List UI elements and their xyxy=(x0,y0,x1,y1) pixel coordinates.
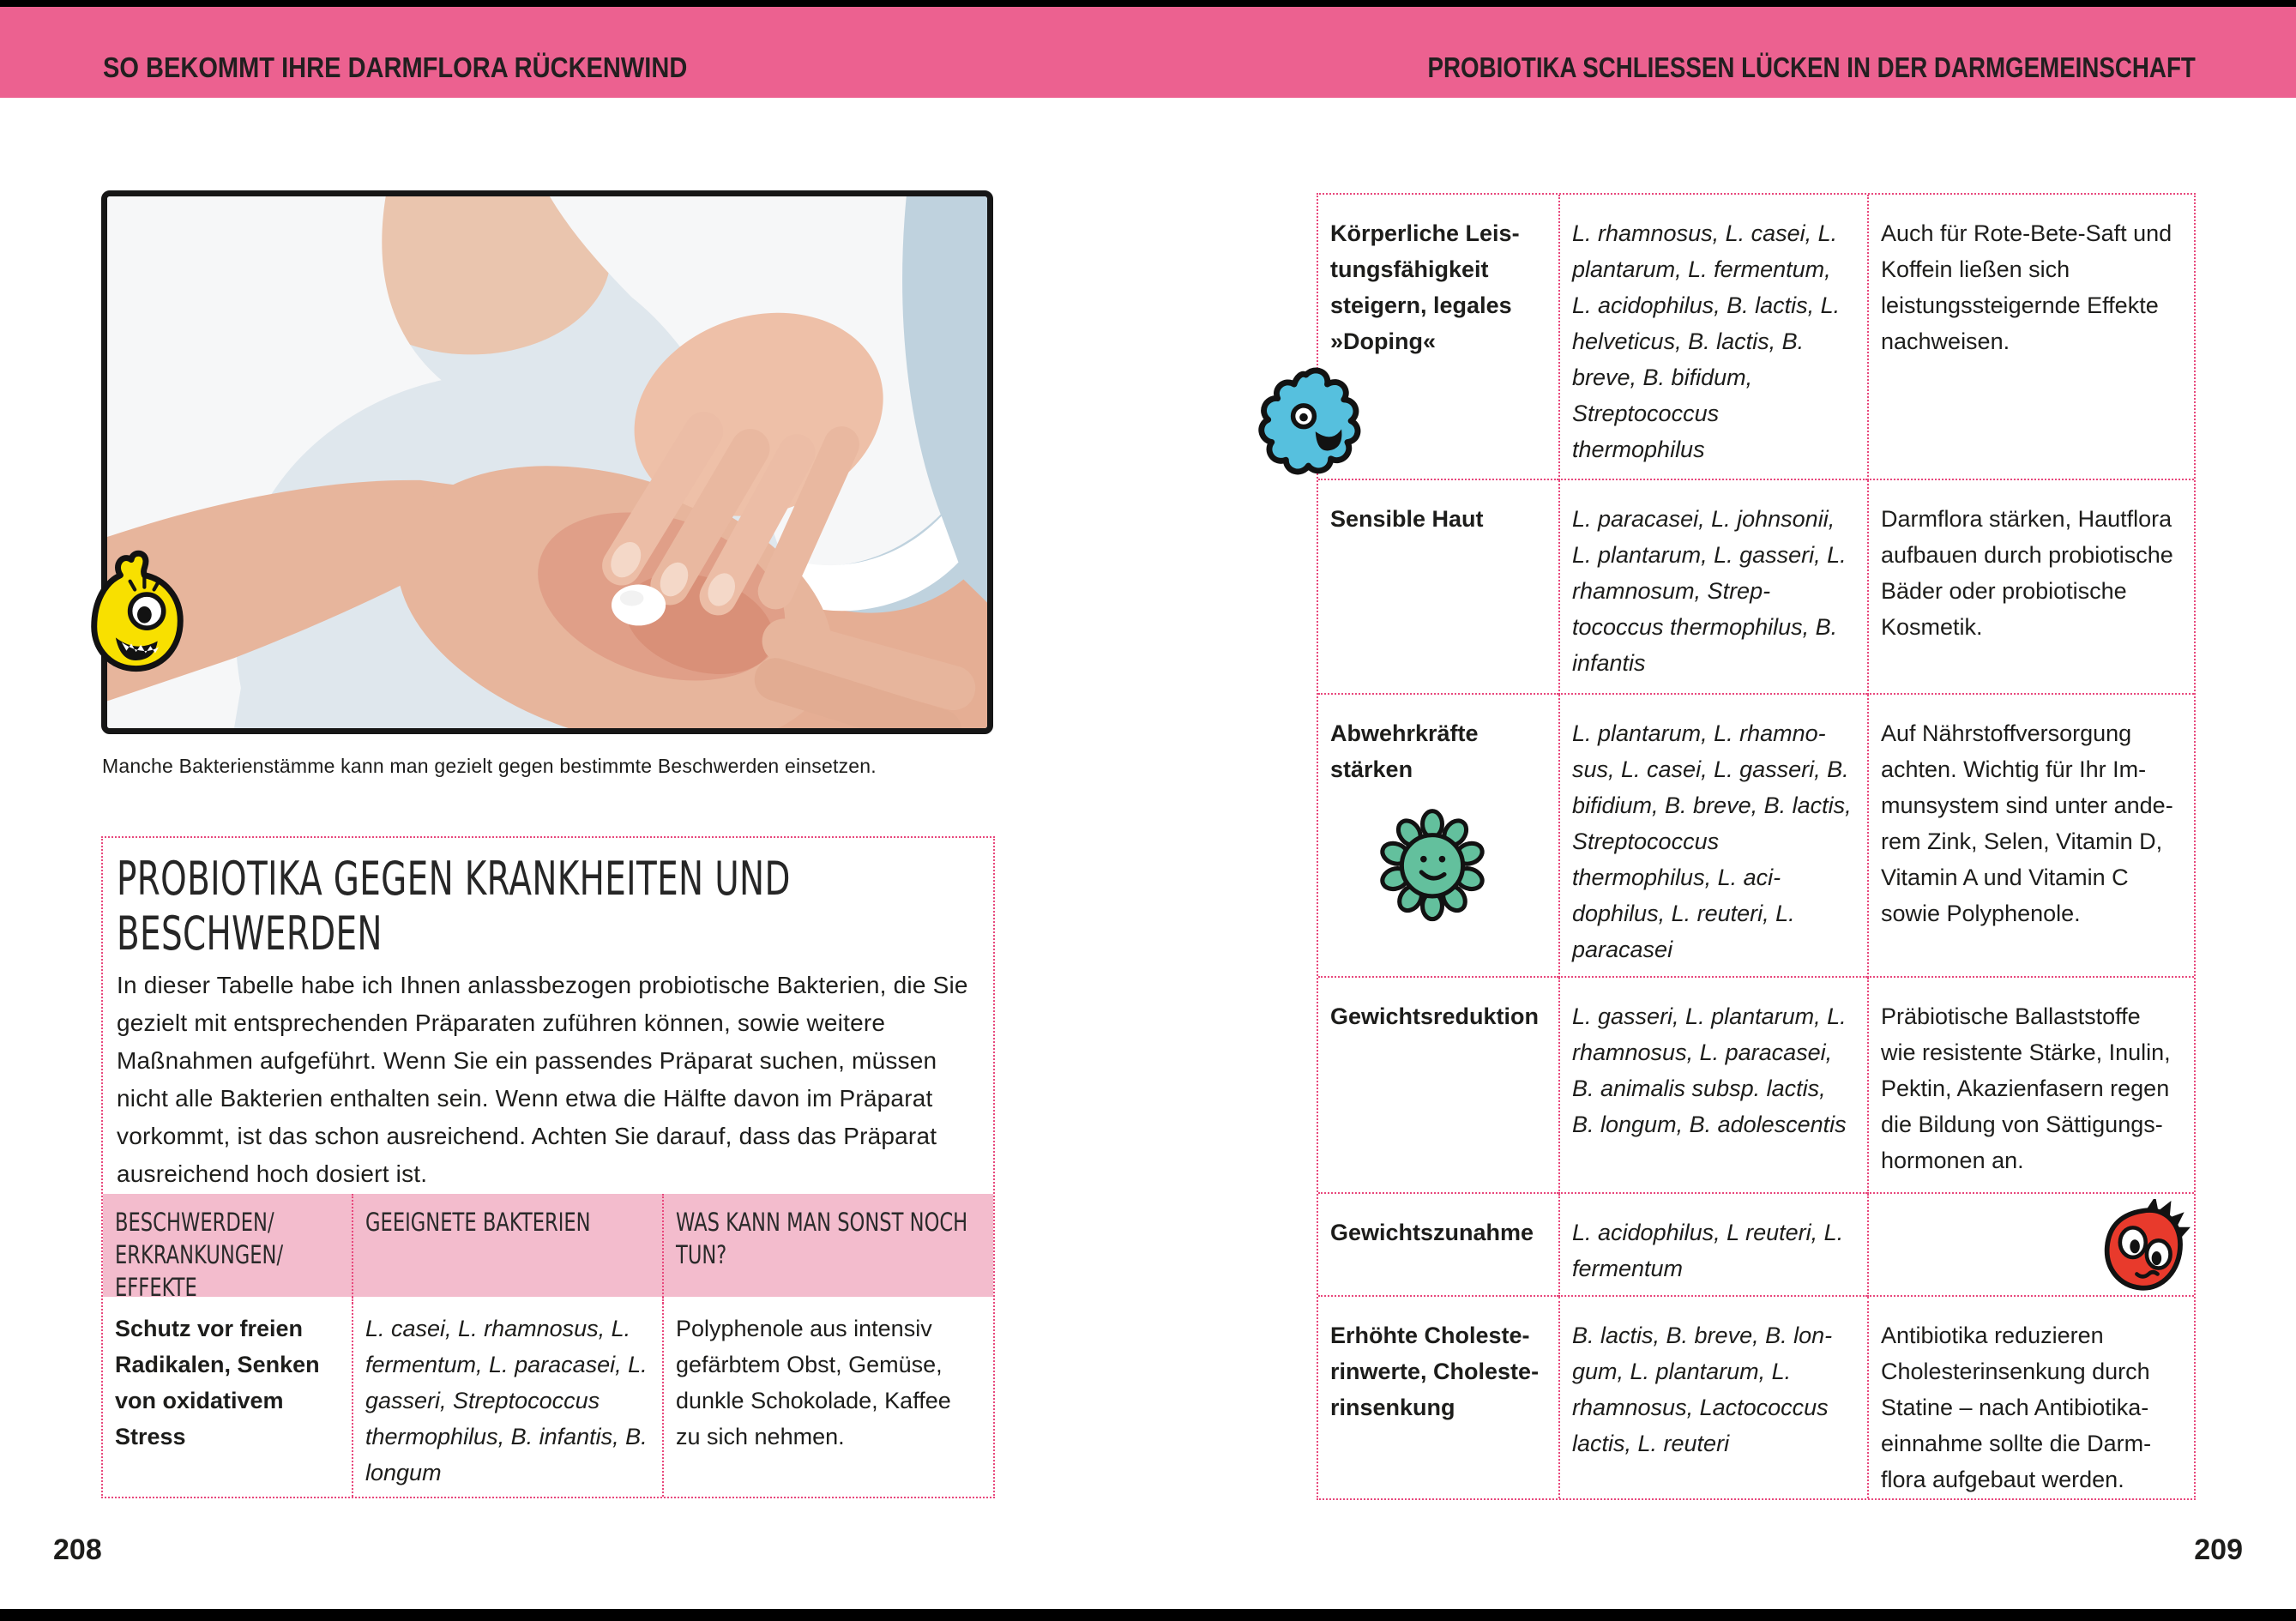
left-table-header-action: WAS KANN MAN SONST NOCH TUN? xyxy=(662,1194,993,1304)
running-head-right: PROBIOTIKA SCHLIESSEN LÜCKEN IN DER DARMGEMEINSCHAFT xyxy=(1427,51,2196,83)
cell-bacteria: L. acidophilus, L reuteri, L. fermentum xyxy=(1558,1194,1867,1297)
cell-condition: Gewichtszunahme xyxy=(1318,1194,1558,1297)
page-number-right: 209 xyxy=(2194,1534,2243,1566)
cell-condition: Sensible Haut xyxy=(1318,480,1558,695)
cell-condition: Körperliche Leistungsfähigkeit steigern, legales »Doping« xyxy=(1318,195,1558,480)
cell-condition: Erhöhte Cholesterinwerte, Cholesterinsenkung xyxy=(1330,1323,1540,1420)
left-table-header-bacteria: GEEIGNETE BAKTERIEN xyxy=(352,1194,662,1304)
section-title: PROBIOTIKA GEGEN KRANKHEITEN UND BESCHWERDEN xyxy=(117,852,791,961)
yellow-microbe-icon xyxy=(77,549,197,688)
cell-bacteria: L. casei, L. rhamnosus, L. fermentum, L. paracasei, L. gasseri, Streptococcus thermophilus, B. infantis, B. longum xyxy=(352,1297,662,1497)
page-top-edge xyxy=(0,0,2296,7)
left-table xyxy=(103,1194,993,1497)
running-head-bar xyxy=(0,7,2296,98)
green-microbe-icon xyxy=(1377,804,1487,925)
cell-bacteria: L. plantarum, L. rhamnosus, L. casei, L. gasseri, B. bifidium, B. breve, B. lactis, Streptococcus thermophilus, L. acidophilus, L. reuteri, L. paracasei xyxy=(1558,695,1867,978)
cell-action: Auf Nährstoffversorgung achten. Wichtig für Ihr Immunsystem sind unter anderem Zink, Selen, Vitamin D, Vitamin A und Vitamin C sowie Polyphenole. xyxy=(1867,695,2194,978)
cell-condition: Gewichtsreduktion xyxy=(1318,978,1558,1194)
page-number-left: 208 xyxy=(53,1534,102,1566)
left-table-header-condition: BESCHWERDEN/ ERKRANKUNGEN/ EFFEKTE xyxy=(115,1208,284,1302)
left-table-header-row xyxy=(103,1194,993,1302)
table-row xyxy=(103,1297,993,1497)
photo-caption: Manche Bakterienstämme kann man gezielt gegen bestimmte Beschwerden einsetzen. xyxy=(102,755,877,777)
cell-action: Auch für Rote-Bete-Saft und Koffein ließen sich leistungssteigernde Effekte nachweisen. xyxy=(1867,195,2194,480)
running-head-left: SO BEKOMMT IHRE DARMFLORA RÜCKENWIND xyxy=(103,51,688,83)
cell-bacteria: B. lactis, B. breve, B. longum, L. plantarum, L. rhamnosus, Lactococcus lactis, L. reuteri xyxy=(1558,1297,1867,1498)
photo-hands-cream xyxy=(101,190,993,734)
cell-condition: Schutz vor freien Radikalen, Senken von oxidativem Stress xyxy=(115,1316,320,1449)
cell-bacteria: L. gasseri, L. plantarum, L. rhamnosus, L. paracasei, B. animalis subsp. lactis, B. longum, B. adolescentis xyxy=(1558,978,1867,1194)
probiotics-section-box xyxy=(101,836,995,1498)
cell-bacteria: L. rhamnosus, L. casei, L. plantarum, L. fermentum, L. acidophilus, B. lactis, L. helveticus, B. lactis, B. breve, B. bifidum, Streptococcus thermophilus xyxy=(1558,195,1867,480)
cell-action: Polyphenole aus intensiv gefärbtem Obst, Gemüse, dunkle Schokolade, Kaffee zu sich nehmen. xyxy=(662,1297,993,1497)
cell-action: Antibiotika reduzieren Cholesterinsenkung durch Statine – nach Antibiotikaeinnahme sollte die Darmflora aufgebaut werden. xyxy=(1867,1297,2194,1498)
page-bottom-edge xyxy=(0,1609,2296,1621)
blue-microbe-icon xyxy=(1254,365,1372,491)
section-intro: In dieser Tabelle habe ich Ihnen anlassbezogen probiotische Bakterien, die Sie gezielt mit entsprechenden Präparaten zuführen können, sowie weitere Maßnahmen aufgeführt. Wenn Sie ein passendes Präparat suchen, müssen nicht alle Bakterien enthalten sein. Wenn etwa die Hälfte davon im Präparat vorkommt, ist das schon ausreichend. Achten Sie darauf, dass das Präparat ausreichend hoch dosiert ist. xyxy=(117,972,968,1187)
cell-action: Darmflora stärken, Hautflora aufbauen durch probiotische Bäder oder probiotische Kosmetik. xyxy=(1867,480,2194,695)
red-microbe-icon xyxy=(2091,1199,2191,1304)
cell-action: Präbiotische Ballaststoffe wie resistente Stärke, Inulin, Pektin, Akazienfasern regen die Bildung von Sättigungshormonen an. xyxy=(1867,978,2194,1194)
cell-condition: Abwehrkräfte stärken xyxy=(1318,695,1558,978)
cell-bacteria: L. paracasei, L. johnsonii, L. plantarum, L. gasseri, L. rhamnosum, Streptococcus thermophilus, B. infantis xyxy=(1558,480,1867,695)
photo-illustration xyxy=(107,196,987,728)
